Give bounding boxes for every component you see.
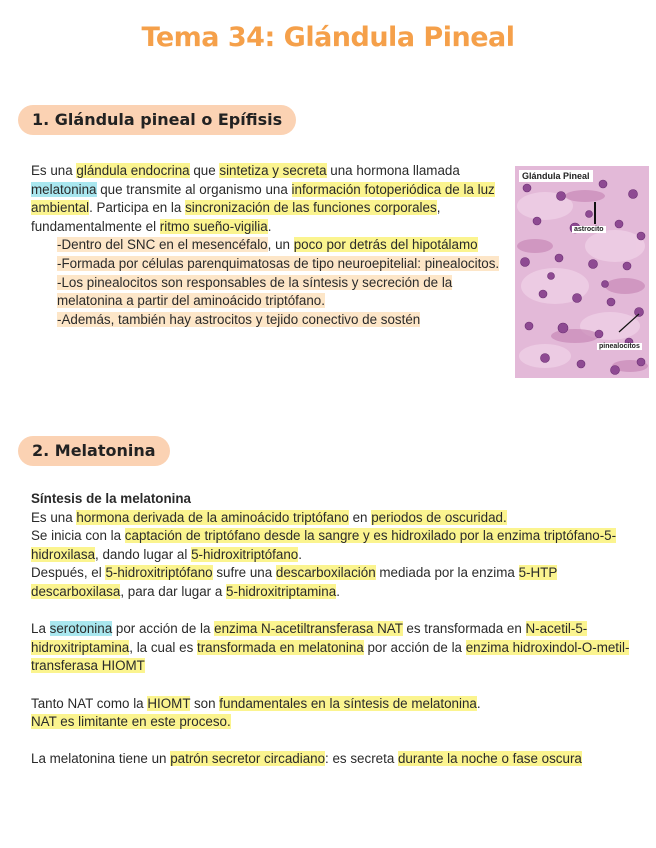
page-title: Tema 34: Glándula Pineal [141, 22, 515, 53]
astrocyte-label: astrocito [574, 226, 604, 233]
section-heading-melatonina: 2. Melatonina [18, 436, 170, 466]
subheading-synthesis: Síntesis de la melatonina [31, 491, 191, 506]
paragraph-circadian: La melatonina tiene un patrón secretor circadiano: es secreta durante la noche o fase oscura [31, 751, 582, 767]
bullet-function: -Los pinealocitos son responsables de la síntesis y secreción de la melatonina a partir del aminoácido triptófano. [57, 274, 453, 309]
histology-image [515, 166, 649, 378]
bullet-other: -Además, también hay astrocitos y tejido conectivo de sostén [57, 311, 421, 327]
paragraph-synthesis: Es una hormona derivada de la aminoácido triptófano en periodos de oscuridad. Se inicia con la captación de triptófano desde la sangre y es hidroxilado por la enzima triptófano-5-hidroxilasa, dando lugar al 5-hidroxitriptófano. Después, el 5-hidroxitriptófano sufre una descarboxilación mediada por la enzima 5-HTP descarboxilasa, para dar lugar a 5-hidroxitriptamina. [31, 509, 617, 599]
section2-text [31, 490, 639, 769]
image-title-label: Glándula Pineal [519, 170, 593, 182]
bullet-location: -Dentro del SNC en el mesencéfalo, un poco por detrás del hipotálamo [57, 237, 478, 253]
paragraph-nat: Tanto NAT como la HIOMT son fundamentales en la síntesis de melatonina. NAT es limitante en este proceso. [31, 695, 481, 730]
section-heading-epifisis: 1. Glándula pineal o Epífisis [18, 105, 296, 135]
bullet-cells: -Formada por células parenquimatosas de tipo neuroepitelial: pinealocitos. [57, 255, 500, 271]
paragraph-intro: Es una glándula endocrina que sintetiza y secreta una hormona llamada melatonina que transmite al organismo una información fotoperiódica de la luz ambiental. Participa en la sincronización de las funciones corporales, fundamentalmente el ritmo sueño-vigilia. [31, 163, 495, 234]
section1-text [31, 162, 501, 329]
astrocyte-pointer [594, 202, 596, 224]
paragraph-serotonin: La serotonina por acción de la enzima N-acetiltransferasa NAT es transformada en N-acetil-5-hidroxitriptamina, la cual es transformada en melatonina por acción de la enzima hidroxindol-O-metil-transferasa HIOMT [31, 621, 630, 674]
pinealocytes-label: pinealocitos [599, 343, 640, 350]
